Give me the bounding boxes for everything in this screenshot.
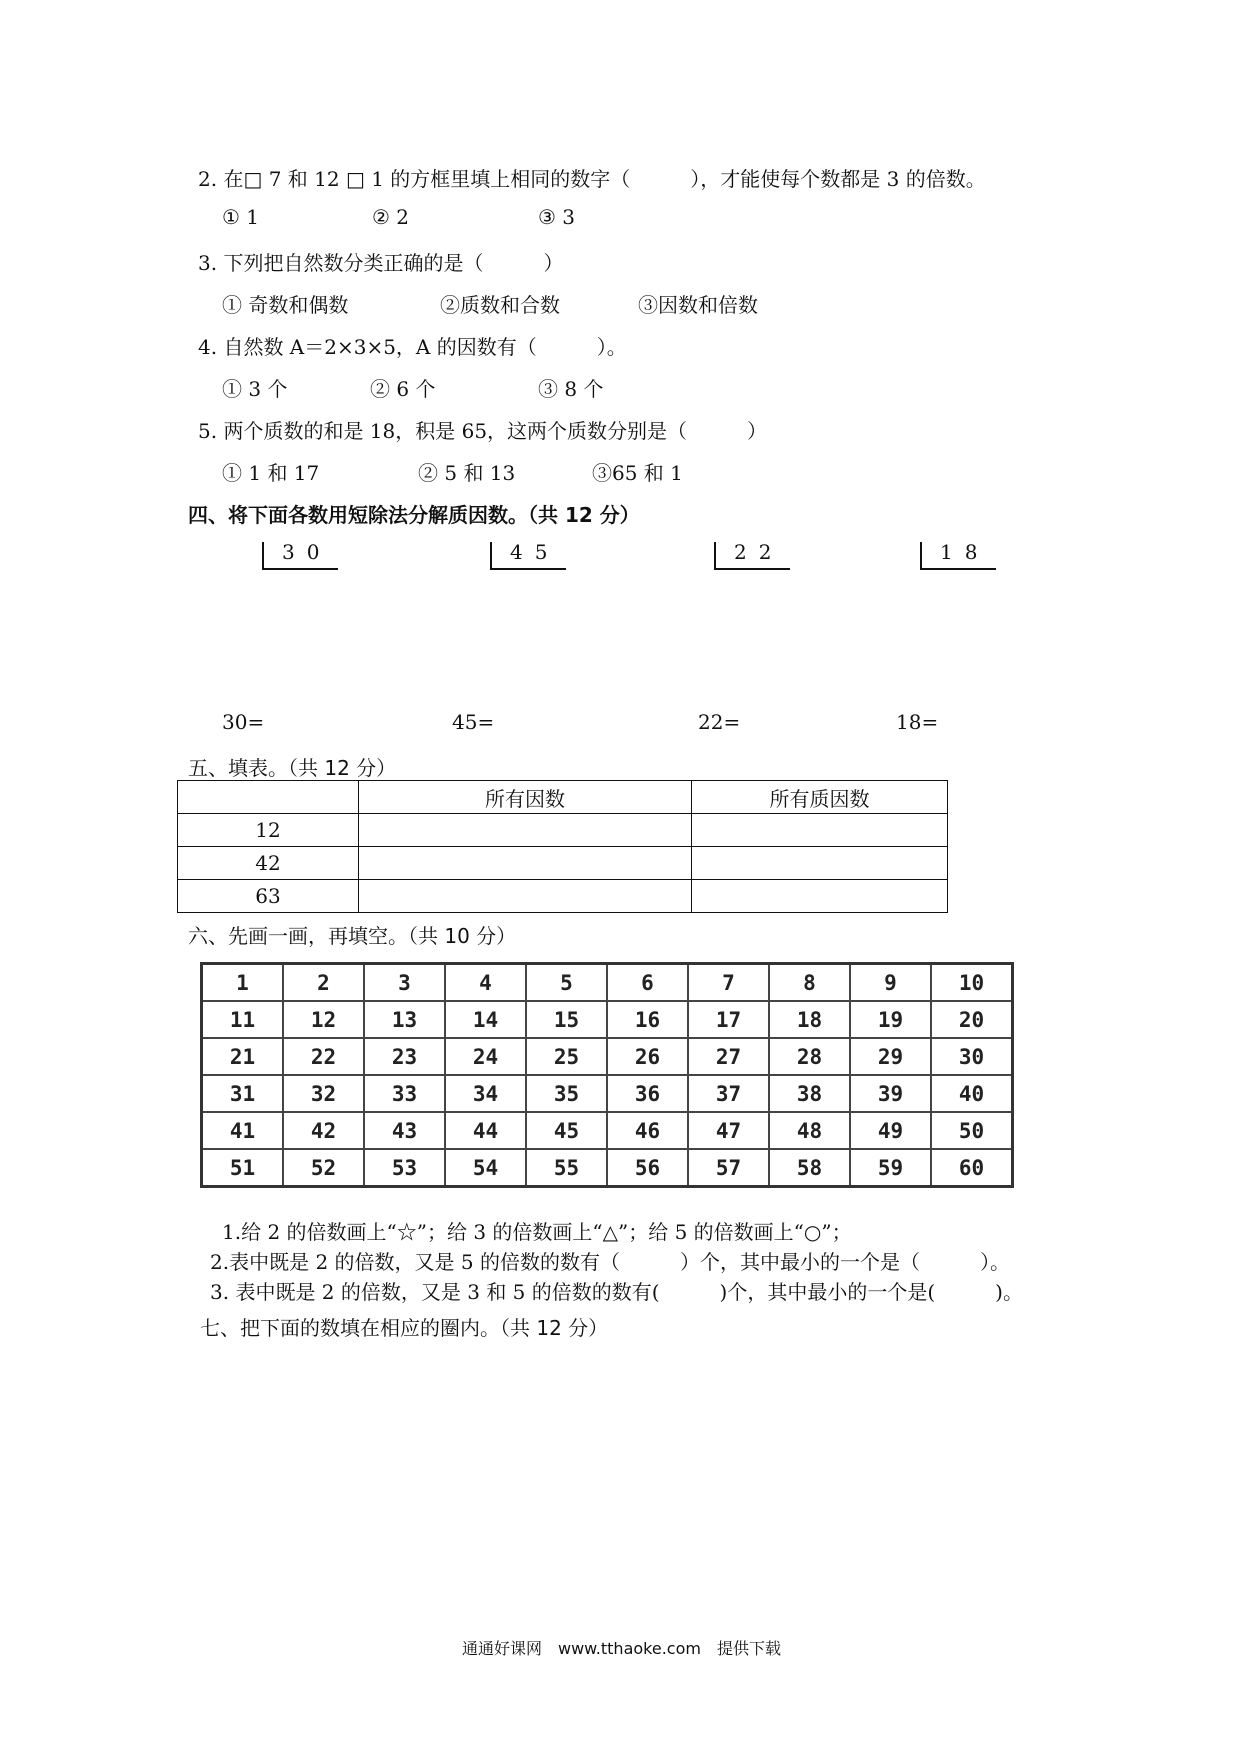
grid-row	[202, 1149, 1013, 1187]
grid-cell[interactable]: 49	[850, 1112, 931, 1149]
grid-cell[interactable]: 32	[283, 1075, 364, 1112]
question-3-option-2: ②质数和合数	[440, 293, 560, 317]
grid-cell[interactable]: 48	[769, 1112, 850, 1149]
grid-cell[interactable]: 13	[364, 1001, 445, 1038]
grid-cell[interactable]: 31	[202, 1075, 284, 1112]
grid-cell[interactable]: 3	[364, 964, 445, 1002]
grid-cell[interactable]: 25	[526, 1038, 607, 1075]
question-3-option-3: ③因数和倍数	[638, 293, 758, 317]
table-header-row	[178, 781, 948, 814]
grid-cell[interactable]: 27	[688, 1038, 769, 1075]
grid-cell[interactable]: 37	[688, 1075, 769, 1112]
question-5-option-2: ② 5 和 13	[418, 461, 516, 485]
grid-cell[interactable]: 60	[931, 1149, 1013, 1187]
answer-cell[interactable]	[359, 880, 692, 913]
grid-cell[interactable]: 15	[526, 1001, 607, 1038]
division-number: 45	[510, 540, 560, 564]
division-number: 30	[282, 540, 332, 564]
grid-cell[interactable]: 39	[850, 1075, 931, 1112]
section-6-question-1: 1.给 2 的倍数画上“☆”；给 3 的倍数画上“△”；给 5 的倍数画上“○”；	[222, 1220, 852, 1244]
division-number: 18	[940, 540, 990, 564]
grid-cell[interactable]: 52	[283, 1149, 364, 1187]
question-2-option-1: ① 1	[222, 205, 260, 229]
table-header-cell	[178, 781, 359, 814]
grid-cell[interactable]: 16	[607, 1001, 688, 1038]
factors-table	[177, 780, 948, 913]
grid-row	[202, 964, 1013, 1002]
result-22: 22=	[698, 710, 741, 734]
grid-cell[interactable]: 9	[850, 964, 931, 1002]
grid-row	[202, 1075, 1013, 1112]
grid-cell[interactable]: 1	[202, 964, 284, 1002]
answer-cell[interactable]	[692, 847, 948, 880]
grid-cell[interactable]: 33	[364, 1075, 445, 1112]
grid-cell[interactable]: 53	[364, 1149, 445, 1187]
section-6-title: 六、先画一画，再填空。（共 10 分）	[188, 924, 517, 948]
grid-cell[interactable]: 30	[931, 1038, 1013, 1075]
grid-row	[202, 1112, 1013, 1149]
section-7-title: 七、把下面的数填在相应的圈内。（共 12 分）	[200, 1316, 609, 1340]
question-5-text: 5. 两个质数的和是 18，积是 65，这两个质数分别是（ ）	[198, 419, 768, 443]
question-4-option-1: ① 3 个	[222, 377, 288, 401]
question-3-option-1: ① 奇数和偶数	[222, 293, 349, 317]
grid-cell[interactable]: 40	[931, 1075, 1013, 1112]
result-30: 30=	[222, 710, 265, 734]
grid-cell[interactable]: 19	[850, 1001, 931, 1038]
grid-cell[interactable]: 11	[202, 1001, 284, 1038]
question-5-option-3: ③65 和 1	[592, 461, 683, 485]
grid-cell[interactable]: 2	[283, 964, 364, 1002]
grid-cell[interactable]: 35	[526, 1075, 607, 1112]
grid-cell[interactable]: 8	[769, 964, 850, 1002]
grid-cell[interactable]: 58	[769, 1149, 850, 1187]
grid-cell[interactable]: 56	[607, 1149, 688, 1187]
grid-cell[interactable]: 18	[769, 1001, 850, 1038]
grid-cell[interactable]: 41	[202, 1112, 284, 1149]
grid-cell[interactable]: 44	[445, 1112, 526, 1149]
question-2-text: 2. 在□ 7 和 12 □ 1 的方框里填上相同的数字（ ），才能使每个数都是 3 的倍数。	[198, 167, 986, 191]
question-5-option-1: ① 1 和 17	[222, 461, 320, 485]
table-row	[178, 880, 948, 913]
answer-cell[interactable]	[692, 814, 948, 847]
row-number: 12	[178, 814, 359, 847]
grid-cell[interactable]: 26	[607, 1038, 688, 1075]
question-2-option-3: ③ 3	[538, 205, 576, 229]
grid-cell[interactable]: 45	[526, 1112, 607, 1149]
grid-cell[interactable]: 10	[931, 964, 1013, 1002]
grid-cell[interactable]: 57	[688, 1149, 769, 1187]
table-row	[178, 814, 948, 847]
grid-row	[202, 1038, 1013, 1075]
grid-cell[interactable]: 4	[445, 964, 526, 1002]
table-header-cell: 所有质因数	[692, 781, 948, 814]
result-18: 18=	[896, 710, 939, 734]
grid-cell[interactable]: 59	[850, 1149, 931, 1187]
grid-cell[interactable]: 21	[202, 1038, 284, 1075]
grid-cell[interactable]: 6	[607, 964, 688, 1002]
row-number: 42	[178, 847, 359, 880]
grid-cell[interactable]: 47	[688, 1112, 769, 1149]
grid-cell[interactable]: 23	[364, 1038, 445, 1075]
grid-cell[interactable]: 54	[445, 1149, 526, 1187]
grid-cell[interactable]: 38	[769, 1075, 850, 1112]
grid-cell[interactable]: 50	[931, 1112, 1013, 1149]
table-header-cell: 所有因数	[359, 781, 692, 814]
grid-cell[interactable]: 5	[526, 964, 607, 1002]
answer-cell[interactable]	[359, 814, 692, 847]
question-4-option-3: ③ 8 个	[538, 377, 604, 401]
row-number: 63	[178, 880, 359, 913]
footer-text: 通通好课网 www.tthaoke.com 提供下载	[462, 1639, 781, 1658]
grid-row	[202, 1001, 1013, 1038]
section-4-title: 四、将下面各数用短除法分解质因数。（共 12 分）	[188, 503, 640, 527]
answer-cell[interactable]	[359, 847, 692, 880]
grid-cell[interactable]: 14	[445, 1001, 526, 1038]
grid-cell[interactable]: 43	[364, 1112, 445, 1149]
grid-cell[interactable]: 55	[526, 1149, 607, 1187]
grid-cell[interactable]: 42	[283, 1112, 364, 1149]
section-5-title: 五、填表。（共 12 分）	[188, 756, 397, 780]
grid-cell[interactable]: 34	[445, 1075, 526, 1112]
grid-cell[interactable]: 29	[850, 1038, 931, 1075]
grid-cell[interactable]: 46	[607, 1112, 688, 1149]
table-row	[178, 847, 948, 880]
grid-cell[interactable]: 17	[688, 1001, 769, 1038]
question-4-text: 4. 自然数 A＝2×3×5，A 的因数有（ ）。	[198, 335, 627, 359]
grid-cell[interactable]: 22	[283, 1038, 364, 1075]
section-6-question-3: 3. 表中既是 2 的倍数，又是 3 和 5 的倍数的数有( )个，其中最小的一个是( )。	[210, 1280, 1023, 1304]
number-grid	[200, 962, 1014, 1188]
grid-cell[interactable]: 20	[931, 1001, 1013, 1038]
division-number: 22	[734, 540, 784, 564]
result-45: 45=	[452, 710, 495, 734]
question-2-option-2: ② 2	[372, 205, 410, 229]
answer-cell[interactable]	[692, 880, 948, 913]
grid-cell[interactable]: 51	[202, 1149, 284, 1187]
grid-cell[interactable]: 28	[769, 1038, 850, 1075]
grid-cell[interactable]: 36	[607, 1075, 688, 1112]
grid-cell[interactable]: 24	[445, 1038, 526, 1075]
question-3-text: 3. 下列把自然数分类正确的是（ ）	[198, 251, 564, 275]
grid-cell[interactable]: 12	[283, 1001, 364, 1038]
question-4-option-2: ② 6 个	[370, 377, 436, 401]
section-6-question-2: 2.表中既是 2 的倍数，又是 5 的倍数的数有（ ）个，其中最小的一个是（ ）。	[210, 1250, 1010, 1274]
grid-cell[interactable]: 7	[688, 964, 769, 1002]
